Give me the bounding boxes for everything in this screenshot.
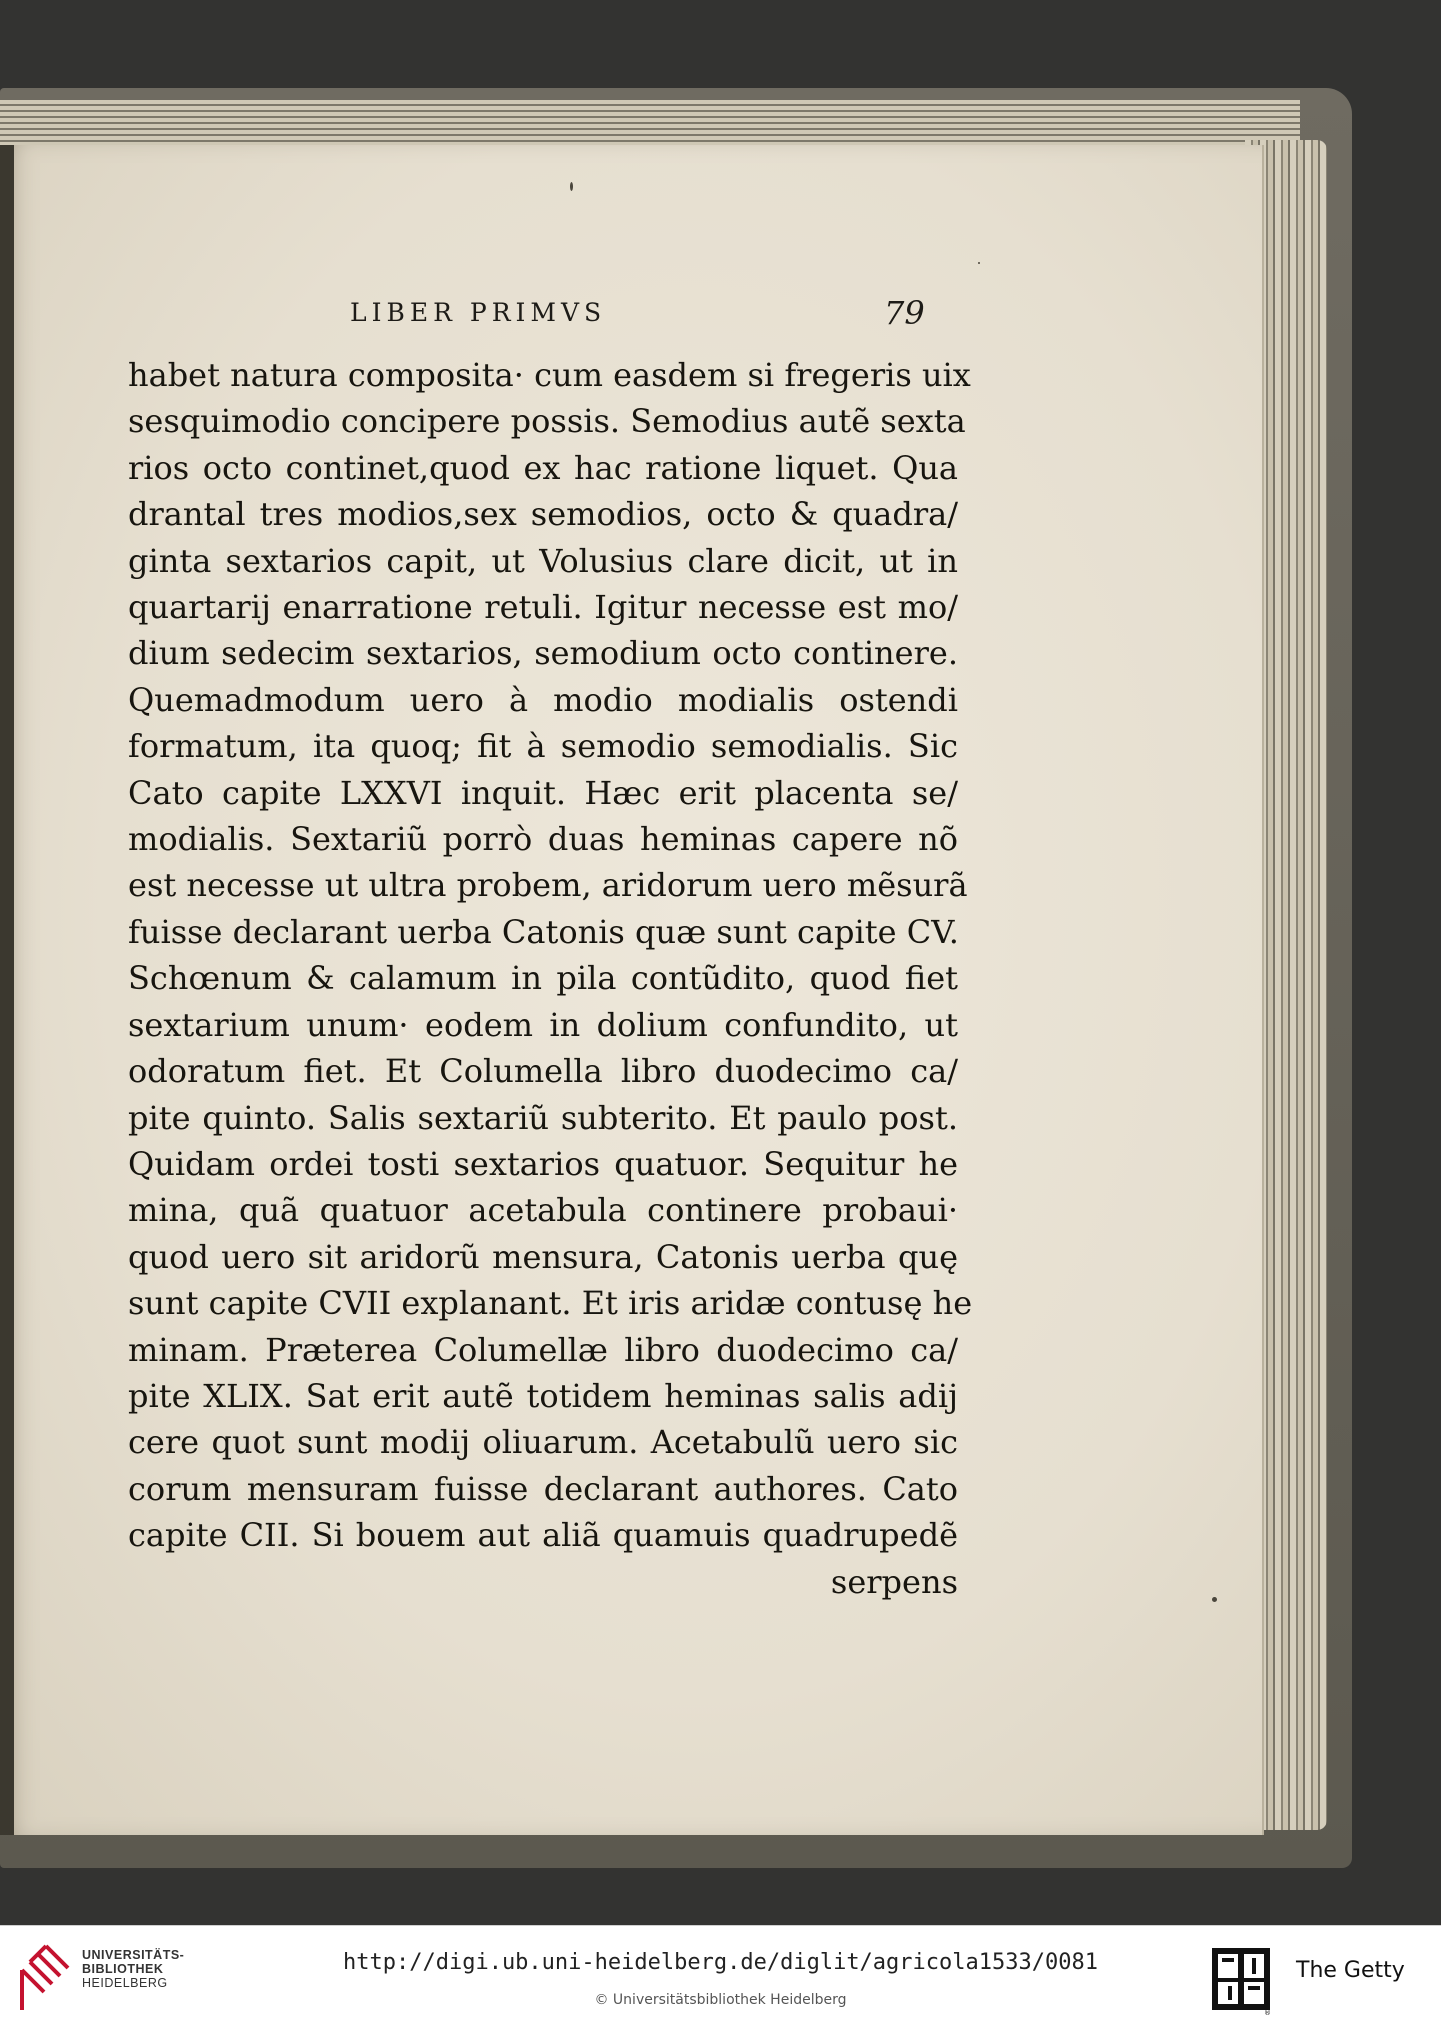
text-line: pite quinto. Salis sextariũ subterito. Et paulo post.: [128, 1098, 958, 1137]
page-number: 79: [884, 294, 925, 332]
book-gutter: [0, 145, 14, 1835]
text-line: Quidam ordei tosti sextarios quatuor. Sequitur he: [128, 1144, 958, 1183]
text-line: drantal tres modios,sex semodios, octo & quadra/: [128, 495, 958, 534]
text-line: sextarium unum· eodem in dolium confundito, ut: [128, 1005, 958, 1044]
running-head: LIBER PRIMVS: [350, 298, 607, 327]
getty-logo-icon[interactable]: [1210, 1946, 1272, 2016]
text-line: minam. Præterea Columellæ libro duodecimo ca/: [128, 1330, 958, 1369]
text-line: cere quot sunt modij oliuarum. Acetabulũ uero sic: [128, 1423, 958, 1462]
text-line: rios octo continet,quod ex hac ratione liquet. Qua: [128, 448, 958, 487]
institution-line: HEIDELBERG: [82, 1976, 168, 1990]
text-line: sunt capite CVII explanant. Et iris aridæ contusę he: [128, 1284, 973, 1323]
text-line: Quemadmodum uero à modio modialis ostendi: [128, 680, 958, 719]
catchword: serpens: [830, 1562, 958, 1601]
institution-line: UNIVERSITÄTS-: [82, 1948, 185, 1962]
text-line: Cato capite LXXVI inquit. Hæc erit placenta se/: [128, 773, 958, 812]
text-line: dium sedecim sextarios, semodium octo continere.: [128, 634, 958, 673]
copyright-notice: © Universitätsbibliothek Heidelberg: [594, 1992, 847, 2008]
text-line: formatum, ita quoq; fit à semodio semodialis. Sic: [128, 727, 958, 766]
text-line: ginta sextarios capit, ut Volusius clare dicit, ut in: [128, 541, 958, 580]
text-line: Schœnum & calamum in pila contũdito, quod fiet: [128, 959, 958, 998]
text-line: est necesse ut ultra probem, aridorum uero mẽsurã: [128, 866, 968, 905]
text-line: habet natura composita· cum easdem si fregeris uix: [128, 356, 971, 394]
text-line: mina, quã quatuor acetabula continere probaui·: [128, 1191, 958, 1230]
text-line: fuisse declarant uerba Catonis quæ sunt capite CV.: [128, 912, 959, 951]
text-line: odoratum fiet. Et Columella libro duodecimo ca/: [128, 1052, 958, 1091]
institution-line: BIBLIOTHEK: [82, 1962, 164, 1976]
ink-speck: [1212, 1597, 1217, 1602]
text-line: modialis. Sextariũ porrò duas heminas capere nõ: [128, 820, 958, 859]
text-line: quartarij enarratione retuli. Igitur necesse est mo/: [128, 588, 958, 627]
text-line: sesquimodio concipere possis. Semodius autẽ sexta: [128, 402, 966, 441]
viewer-footer: [0, 1925, 1441, 2029]
text-line: corum mensuram fuisse declarant authores. Cato: [128, 1469, 958, 1508]
page-edges-top: [0, 100, 1300, 148]
text-line: capite CII. Si bouem aut aliã quamuis quadrupedẽ: [128, 1516, 958, 1555]
permalink-url[interactable]: http://digi.ub.uni-heidelberg.de/diglit/agricola1533/0081: [343, 1950, 1098, 1975]
body-text: [128, 352, 973, 1605]
ink-speck: [570, 182, 573, 191]
text-line: quod uero sit aridorũ mensura, Catonis uerba quę: [128, 1237, 958, 1276]
text-line: pite XLIX. Sat erit autẽ totidem heminas salis adij: [128, 1376, 958, 1415]
ink-speck: [978, 262, 980, 264]
svg-text:®: ®: [1264, 2009, 1271, 2016]
getty-label: The Getty: [1296, 1958, 1405, 1983]
